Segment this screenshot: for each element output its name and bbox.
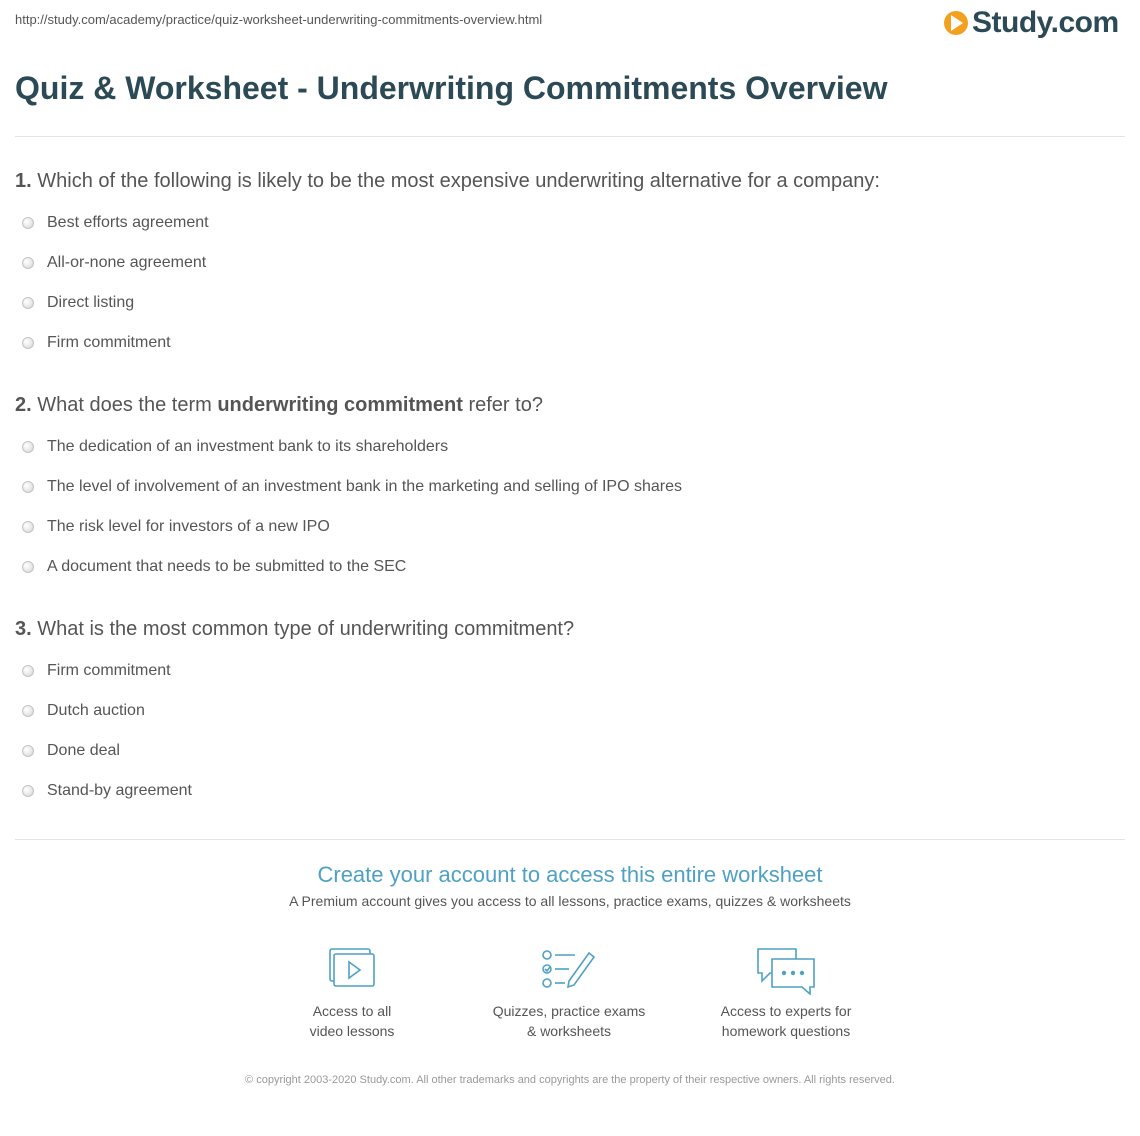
option-label: Firm commitment	[47, 662, 171, 679]
answer-option[interactable]	[22, 427, 682, 467]
page-title: Quiz & Worksheet - Underwriting Commitments Overview	[15, 70, 888, 106]
option-label: Done deal	[47, 742, 120, 759]
question-3	[15, 618, 574, 641]
option-label: Stand-by agreement	[47, 782, 192, 799]
answer-option[interactable]	[22, 243, 209, 283]
feature-experts	[686, 945, 886, 1041]
divider	[15, 136, 1125, 137]
question-text	[37, 618, 574, 640]
option-label: The level of involvement of an investment bank in the marketing and selling of IPO shares	[47, 478, 683, 495]
option-label: Best efforts agreement	[47, 214, 209, 231]
answer-option[interactable]	[22, 203, 209, 243]
radio-button-icon[interactable]	[22, 441, 34, 453]
feature-label-line: & worksheets	[526, 1023, 612, 1039]
question-number: 2.	[15, 394, 32, 416]
question-1	[15, 170, 880, 193]
answer-option[interactable]	[22, 467, 682, 507]
answer-option[interactable]	[22, 651, 192, 691]
answer-option[interactable]	[22, 507, 682, 547]
question-number: 3.	[15, 618, 32, 640]
feature-label	[686, 1001, 886, 1041]
radio-button-icon[interactable]	[22, 297, 34, 309]
answer-option[interactable]	[22, 731, 192, 771]
answer-option[interactable]	[22, 547, 682, 587]
option-label: The risk level for investors of a new IPO	[47, 518, 330, 535]
answer-option[interactable]	[22, 691, 192, 731]
option-label: Direct listing	[47, 294, 135, 311]
radio-button-icon[interactable]	[22, 705, 34, 717]
feature-label	[469, 1001, 669, 1041]
option-label: A document that needs to be submitted to the SEC	[47, 558, 407, 575]
chat-bubbles-icon	[754, 945, 818, 995]
answer-option[interactable]	[22, 283, 209, 323]
feature-label-line: Access to all	[312, 1003, 392, 1019]
option-label: All-or-none agreement	[47, 254, 207, 271]
question-emphasis: underwriting commitment	[217, 394, 463, 416]
radio-button-icon[interactable]	[22, 257, 34, 269]
radio-button-icon[interactable]	[22, 521, 34, 533]
options-list-3	[22, 651, 192, 811]
option-label: The dedication of an investment bank to its shareholders	[47, 438, 449, 455]
options-list-2	[22, 427, 682, 587]
options-list-1	[22, 203, 209, 363]
feature-label-line: video lessons	[309, 1023, 395, 1039]
answer-option[interactable]	[22, 323, 209, 363]
question-text	[37, 170, 880, 192]
feature-video-lessons	[252, 945, 452, 1041]
radio-button-icon[interactable]	[22, 481, 34, 493]
radio-button-icon[interactable]	[22, 337, 34, 349]
study-logo[interactable]	[944, 6, 1119, 40]
page-url: http://study.com/academy/practice/quiz-worksheet-underwriting-commitments-overview.html	[15, 12, 543, 27]
option-label: Dutch auction	[47, 702, 145, 719]
question-text	[37, 394, 543, 416]
divider	[15, 839, 1125, 840]
logo-text: Study.com	[972, 6, 1119, 39]
cta-subtitle: A Premium account gives you access to all lessons, practice exams, quizzes & worksheets	[289, 893, 851, 909]
copyright-notice: © copyright 2003-2020 Study.com. All other trademarks and copyrights are the property of their respective owners. All rights reserved.	[245, 1074, 895, 1086]
question-text-part: refer to?	[462, 394, 543, 416]
answer-option[interactable]	[22, 771, 192, 811]
radio-button-icon[interactable]	[22, 217, 34, 229]
quiz-checklist-icon	[539, 945, 599, 995]
feature-label	[252, 1001, 452, 1041]
feature-label-line: homework questions	[721, 1023, 851, 1039]
question-text-part: What is the most common type of underwriting commitment?	[37, 618, 575, 640]
create-account-link[interactable]: Create your account to access this entire worksheet	[317, 862, 823, 887]
option-label: Firm commitment	[47, 334, 171, 351]
video-lessons-icon	[322, 945, 382, 995]
question-text-part: What does the term	[37, 394, 218, 416]
feature-label-line: Access to experts for	[720, 1003, 852, 1019]
play-circle-icon	[944, 11, 968, 35]
question-2	[15, 394, 543, 417]
feature-label-line: Quizzes, practice exams	[492, 1003, 646, 1019]
radio-button-icon[interactable]	[22, 785, 34, 797]
radio-button-icon[interactable]	[22, 665, 34, 677]
feature-quizzes	[469, 945, 669, 1041]
question-text-part: Which of the following is likely to be the most expensive underwriting alternative for a company:	[37, 170, 880, 192]
radio-button-icon[interactable]	[22, 745, 34, 757]
radio-button-icon[interactable]	[22, 561, 34, 573]
question-number: 1.	[15, 170, 32, 192]
